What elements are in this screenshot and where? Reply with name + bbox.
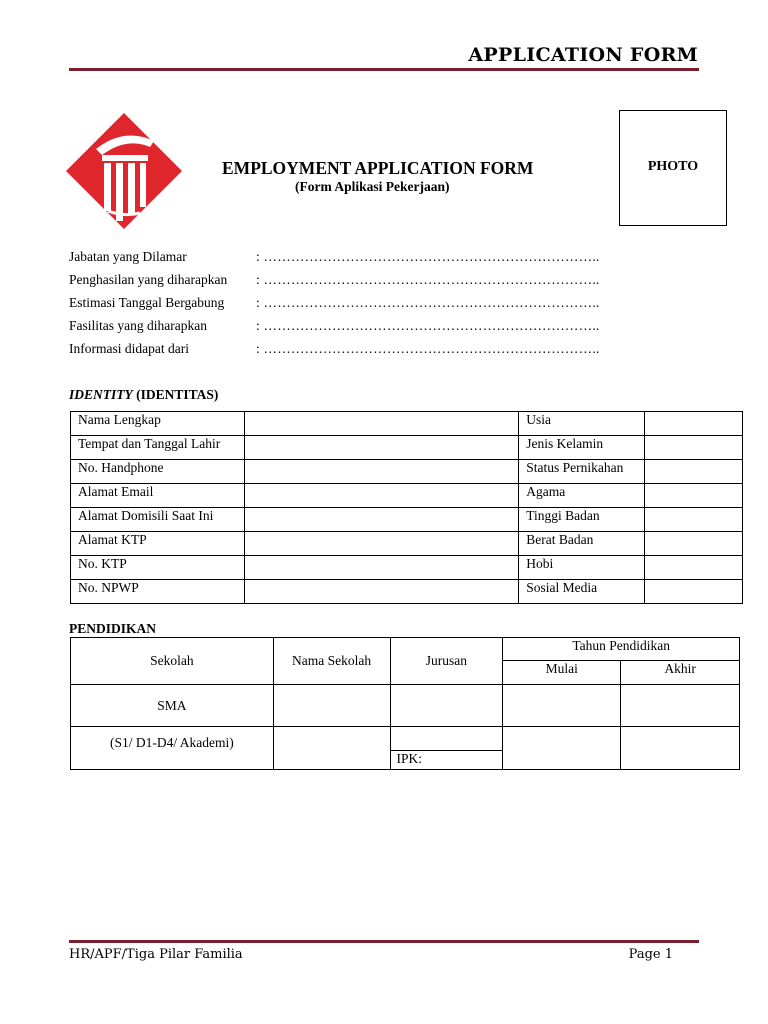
identity-input[interactable] [645,460,743,484]
education-section-title: PENDIDIKAN [69,621,157,636]
identity-input[interactable] [244,556,518,580]
field-label: Estimasi Tanggal Bergabung [69,295,225,310]
identity-label: Berat Badan [519,532,645,556]
identity-title-italic: IDENTITY [69,387,133,402]
identity-input[interactable] [244,532,518,556]
field-label: Fasilitas yang diharapkan [69,318,207,333]
table-row [71,556,743,580]
table-row [71,436,743,460]
identity-input[interactable] [645,532,743,556]
header-rule [69,68,699,71]
photo-label: PHOTO [647,159,699,174]
identity-label: No. Handphone [71,460,245,484]
identity-label: Tinggi Badan [519,508,645,532]
identity-label: No. NPWP [71,580,245,604]
field-label: Jabatan yang Dilamar [69,249,187,264]
form-title: EMPLOYMENT APPLICATION FORM [222,158,534,178]
education-level: (S1/ D1-D4/ Akademi) [71,727,274,770]
field-dots: : ……………………………………………………………….. [256,341,600,356]
education-input[interactable] [390,727,503,751]
education-input[interactable] [621,727,740,770]
education-input[interactable] [621,685,740,727]
identity-table [70,411,743,604]
header-mulai: Mulai [503,661,621,685]
identity-input[interactable] [244,436,518,460]
identity-section-title [69,387,218,403]
identity-title-rest: (IDENTITAS) [132,387,219,402]
identity-label: Alamat KTP [71,532,245,556]
table-row [71,460,743,484]
education-input[interactable] [503,685,621,727]
identity-input[interactable] [244,412,518,436]
table-row [71,685,740,727]
education-table [70,637,740,770]
field-label: Informasi didapat dari [69,341,189,356]
table-row [71,484,743,508]
identity-label: Status Pernikahan [519,460,645,484]
identity-input[interactable] [645,484,743,508]
identity-input[interactable] [244,460,518,484]
identity-label: Jenis Kelamin [519,436,645,460]
identity-input[interactable] [645,508,743,532]
form-subtitle: (Form Aplikasi Pekerjaan) [295,179,450,194]
identity-label: Hobi [519,556,645,580]
education-input[interactable] [273,727,390,770]
photo-box[interactable] [619,110,727,226]
education-level: SMA [71,685,274,727]
identity-input[interactable] [244,508,518,532]
footer-page-number: Page 1 [628,947,673,962]
table-row [71,412,743,436]
identity-label: Alamat Email [71,484,245,508]
identity-label: Agama [519,484,645,508]
education-input[interactable] [273,685,390,727]
identity-label: No. KTP [71,556,245,580]
identity-label: Sosial Media [519,580,645,604]
header-title: APPLICATION FORM [468,44,698,66]
identity-input[interactable] [244,484,518,508]
field-dots: : ……………………………………………………………….. [256,272,600,287]
table-row [71,508,743,532]
footer-rule [69,940,699,943]
identity-input[interactable] [645,580,743,604]
identity-label: Alamat Domisili Saat Ini [71,508,245,532]
table-row [71,727,740,751]
header-tahun-pendidikan: Tahun Pendidikan [503,638,740,661]
identity-label: Nama Lengkap [71,412,245,436]
identity-input[interactable] [645,412,743,436]
pillar-logo-icon [66,113,182,229]
table-row [71,638,740,661]
field-label: Penghasilan yang diharapkan [69,272,228,287]
table-row [71,532,743,556]
identity-input[interactable] [645,436,743,460]
education-input[interactable] [503,727,621,770]
identity-label: Tempat dan Tanggal Lahir [71,436,245,460]
header-nama-sekolah: Nama Sekolah [273,638,390,685]
header-akhir: Akhir [621,661,740,685]
ipk-label[interactable]: IPK: [390,751,503,770]
field-dots: : ……………………………………………………………….. [256,318,600,333]
education-input[interactable] [390,685,503,727]
identity-input[interactable] [244,580,518,604]
field-dots: : ……………………………………………………………….. [256,249,600,264]
identity-input[interactable] [645,556,743,580]
header-sekolah: Sekolah [71,638,274,685]
identity-label: Usia [519,412,645,436]
header-jurusan: Jurusan [390,638,503,685]
field-dots: : ……………………………………………………………….. [256,295,600,310]
footer-doc-code: HR/APF/Tiga Pilar Familia [69,947,243,962]
table-row [71,580,743,604]
